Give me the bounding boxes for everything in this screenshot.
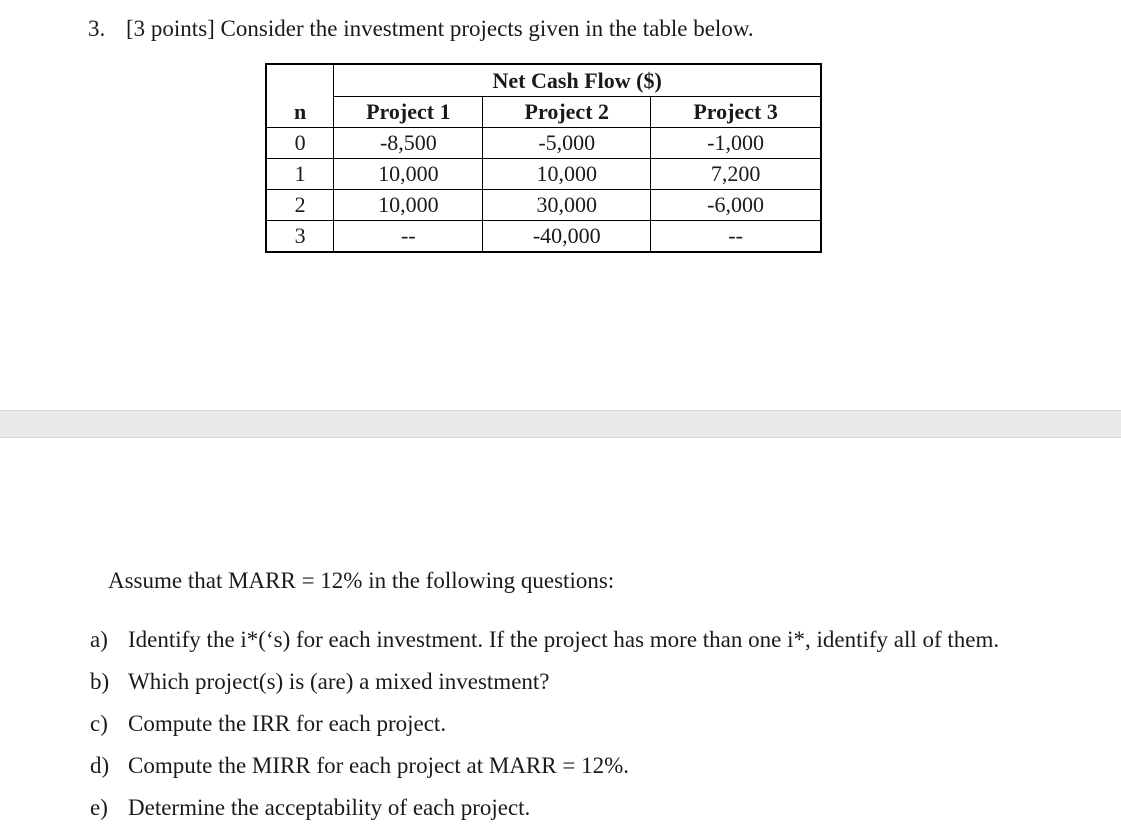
part-text: Determine the acceptability of each project. xyxy=(128,795,531,820)
page-separator xyxy=(0,410,1121,438)
table-cell-project-1: 10,000 xyxy=(334,190,483,221)
question-number: 3. xyxy=(88,16,106,41)
part-marker: c) xyxy=(90,711,108,736)
table-row xyxy=(266,221,821,253)
table-cell-project-1: -8,500 xyxy=(334,128,483,159)
list-item xyxy=(90,667,999,709)
question-text: [3 points] Consider the investment projects given in the table below. xyxy=(126,16,754,41)
table-group-header-row xyxy=(266,64,821,97)
table-cell-project-2: 30,000 xyxy=(483,190,651,221)
table-row xyxy=(266,190,821,221)
question-parts-list xyxy=(90,625,999,835)
list-item xyxy=(90,709,999,751)
table-cell-period: 1 xyxy=(266,159,334,190)
part-text: Compute the IRR for each project. xyxy=(128,711,447,736)
part-text: Which project(s) is (are) a mixed investment? xyxy=(128,669,550,694)
part-marker: b) xyxy=(90,669,110,694)
table-row xyxy=(266,159,821,190)
list-item xyxy=(90,751,999,793)
part-text: Identify the i*(‘s) for each investment. If the project has more than one i*, identify all of them. xyxy=(128,627,1000,652)
column-header-project-1: Project 1 xyxy=(334,97,483,128)
column-header-project-2: Project 2 xyxy=(483,97,651,128)
list-item xyxy=(90,625,999,667)
intro-text: Assume that MARR = 12% in the following questions: xyxy=(108,568,615,593)
table-corner-cell xyxy=(266,64,334,97)
column-header-project-3: Project 3 xyxy=(651,97,821,128)
part-text: Compute the MIRR for each project at MARR = 12%. xyxy=(128,753,629,778)
table-cell-project-1: 10,000 xyxy=(334,159,483,190)
table-cell-project-3: -1,000 xyxy=(651,128,821,159)
list-item xyxy=(90,793,999,835)
table-cell-project-1: -- xyxy=(334,221,483,253)
part-marker: a) xyxy=(90,627,108,652)
table-cell-project-3: -6,000 xyxy=(651,190,821,221)
table-cell-project-3: -- xyxy=(651,221,821,253)
table-cell-project-2: 10,000 xyxy=(483,159,651,190)
part-marker: e) xyxy=(90,795,108,820)
table-cell-project-2: -40,000 xyxy=(483,221,651,253)
table-cell-project-3: 7,200 xyxy=(651,159,821,190)
table-cell-project-2: -5,000 xyxy=(483,128,651,159)
question-heading xyxy=(88,14,754,44)
part-marker: d) xyxy=(90,753,110,778)
column-header-n: n xyxy=(266,97,334,128)
table-cell-period: 3 xyxy=(266,221,334,253)
table-cell-period: 2 xyxy=(266,190,334,221)
cash-flow-table xyxy=(265,63,822,253)
table-row xyxy=(266,128,821,159)
table-cell-period: 0 xyxy=(266,128,334,159)
table-column-header-row xyxy=(266,97,821,128)
net-cash-flow-header: Net Cash Flow ($) xyxy=(334,64,821,97)
